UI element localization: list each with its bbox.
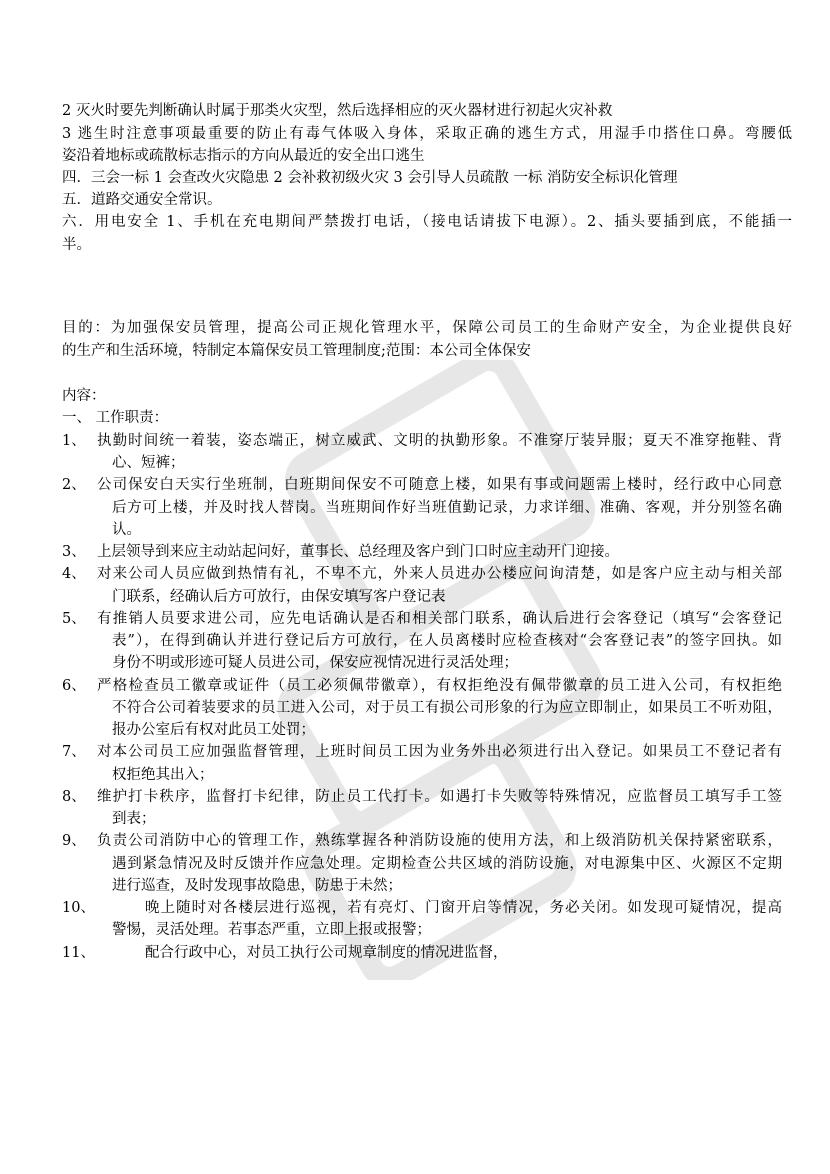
text-line: 2 灭火时要先判断确认时属于那类火灾型，然后选择相应的灭火器材进行初起火灾补救 — [62, 103, 613, 119]
text-line: 3 逃生时注意事项最重要的防止有毒气体吸入身体，采取正确的逃生方式，用湿手巾搭住口鼻。弯腰低 — [62, 126, 792, 142]
item-text: 对来公司人员应做到热情有礼，不卑不亢，外来人员进办公楼应问询清楚，如是客户应主动与相关部 — [97, 566, 782, 582]
item-text: 报办公室后有权对此员工处罚； — [112, 722, 315, 738]
item-number: 8、 — [62, 789, 86, 805]
item-number: 2、 — [62, 477, 86, 493]
item-text: 执勤时间统一着装，姿态端正，树立威武、文明的执勤形象。不准穿厅装异服；夏天不准穿拖鞋、背 — [97, 433, 782, 449]
text-line: 半。 — [62, 237, 91, 253]
item-text: 权拒绝其出入； — [112, 767, 214, 783]
text-line: 六．用电安全 1、手机在充电期间严禁拨打电话，（接电话请拔下电源）。2、插头要插到底，不能插一 — [62, 214, 792, 230]
item-number: 6、 — [62, 678, 86, 694]
item-number: 7、 — [62, 744, 86, 760]
item-text: 心、短裤； — [112, 455, 185, 471]
item-text: 到表； — [112, 811, 156, 827]
item-text: 后方可上楼，并及时找人替岗。当班期间作好当班值勤记录，力求详细、准确、客观，并分别签名确 — [112, 500, 782, 516]
text-line: 四．三会一标 1 会查改火灾隐患 2 会补救初级火灾 3 会引导人员疏散 一标 消防安全标识化管理 — [62, 170, 678, 186]
item-text: 晚上随时对各楼层进行巡视，若有亮灯、门窗开启等情况，务必关闭。如发现可疑情况，提高 — [145, 900, 782, 916]
item-text: 公司保安白天实行坐班制，白班期间保安不可随意上楼，如果有事或问题需上楼时，经行政中心同意 — [97, 477, 782, 493]
item-text: 不符合公司着装要求的员工进入公司，对于员工有损公司形象的行为应立即制止，如果员工不听劝阻， — [112, 700, 782, 716]
item-text: 表”），在得到确认并进行登记后方可放行，在人员离楼时应检查核对“会客登记表”的签字回执。如 — [112, 633, 782, 649]
item-number: 11、 — [62, 945, 95, 961]
purpose-line: 的生产和生活环境，特制定本篇保安员工管理制度;范围：本公司全体保安 — [62, 343, 531, 359]
text-line: 姿沿着地标或疏散标志指示的方向从最近的安全出口逃生 — [62, 148, 425, 164]
item-number: 3、 — [62, 544, 86, 560]
text-line: 五．道路交通安全常识。 — [62, 192, 222, 208]
section-heading: 一、 工作职责： — [62, 410, 169, 426]
item-number: 9、 — [62, 833, 86, 849]
item-text: 配合行政中心，对员工执行公司规章制度的情况进监督， — [145, 945, 508, 961]
item-text: 负责公司消防中心的管理工作，熟练掌握各种消防设施的使用方法，和上级消防机关保持紧密联系， — [97, 833, 782, 849]
content-heading: 内容： — [62, 388, 106, 404]
item-text: 严格检查员工徽章或证件（员工必须佩带徽章），有权拒绝没有佩带徽章的员工进入公司，有权拒绝 — [97, 678, 782, 694]
item-number: 1、 — [62, 433, 86, 449]
item-text: 身份不明或形迹可疑人员进公司，保安应视情况进行灵活处理； — [112, 655, 518, 671]
item-number: 4、 — [62, 566, 86, 582]
item-text: 上层领导到来应主动站起问好，董事长、总经理及客户到门口时应主动开门迎接。 — [97, 544, 619, 560]
item-text: 维护打卡秩序，监督打卡纪律，防止员工代打卡。如遇打卡失败等特殊情况，应监督员工填写手工签 — [97, 789, 782, 805]
purpose-line: 目的：为加强保安员管理，提高公司正规化管理水平，保障公司员工的生命财产安全，为企业提供良好 — [62, 320, 792, 336]
item-number: 10、 — [62, 900, 95, 916]
item-text: 进行巡查，及时发现事故隐患，防患于未然； — [112, 878, 402, 894]
item-text: 警惕，灵活处理。若事态严重，立即上报或报警； — [112, 922, 431, 938]
item-text: 门联系，经确认后方可放行，由保安填写客户登记表 — [112, 589, 446, 605]
item-text: 认。 — [112, 522, 141, 538]
item-text: 有推销人员要求进公司，应先电话确认是否和相关部门联系，确认后进行会客登记（填写“会客登记 — [97, 611, 782, 627]
item-text: 对本公司员工应加强监督管理，上班时间员工因为业务外出必须进行出入登记。如果员工不登记者有 — [97, 744, 782, 760]
item-text: 遇到紧急情况及时反馈并作应急处理。定期检查公共区域的消防设施，对电源集中区、火源区不定期 — [112, 856, 782, 872]
item-number: 5、 — [62, 611, 86, 627]
